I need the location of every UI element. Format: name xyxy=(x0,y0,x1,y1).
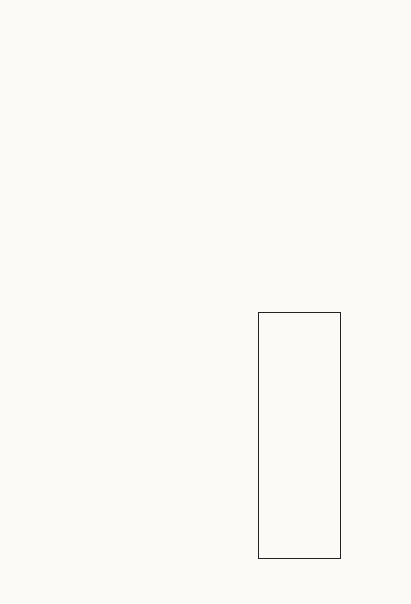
title-box xyxy=(258,312,341,559)
